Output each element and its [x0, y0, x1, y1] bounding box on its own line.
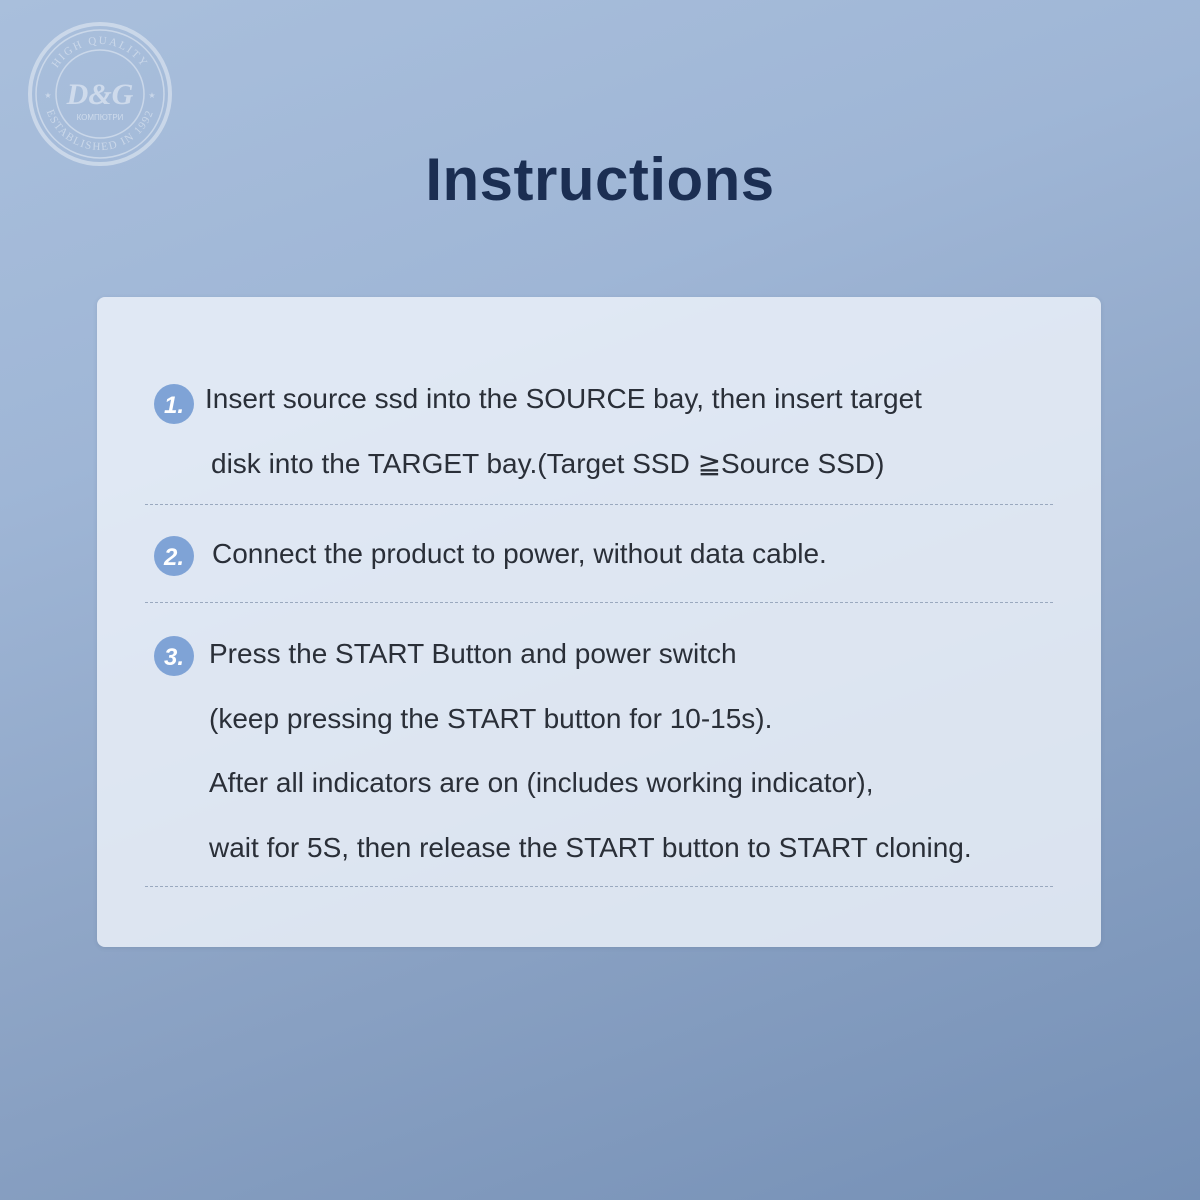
step-3-line-4: wait for 5S, then release the START button to START cloning. [209, 832, 972, 863]
watermark-top-text: HIGH QUALITY [49, 34, 151, 71]
instructions-card [97, 297, 1101, 947]
svg-text:★: ★ [148, 91, 156, 100]
step-3-line-2: (keep pressing the START button for 10-15s). [209, 703, 773, 734]
page-title: Instructions [425, 146, 775, 213]
step-1-line-1: Insert source ssd into the SOURCE bay, then insert target [205, 383, 922, 414]
step-2-number: 2. [163, 544, 185, 571]
watermark-sub-brand: КОМПЮТРИ [76, 113, 124, 122]
step-2-line-1: Connect the product to power, without data cable. [212, 538, 827, 569]
watermark-bottom-text: ESTABLISHED IN 1992 [43, 107, 157, 154]
step-3-line-3: After all indicators are on (includes working indicator), [209, 767, 874, 798]
divider-2 [145, 602, 1053, 603]
svg-text:★: ★ [44, 91, 52, 100]
step-1-line-2: disk into the TARGET bay.(Target SSD ≧Source SSD) [211, 448, 885, 479]
step-1-badge [153, 383, 195, 425]
step-3-number: 3. [163, 644, 185, 671]
step-3-line-1: Press the START Button and power switch [209, 638, 737, 669]
divider-3 [145, 886, 1053, 887]
watermark-brand: D&G [66, 78, 134, 111]
step-3-badge [153, 635, 195, 677]
divider-1 [145, 504, 1053, 505]
step-1-number: 1. [163, 392, 185, 419]
step-2-badge [153, 535, 195, 577]
